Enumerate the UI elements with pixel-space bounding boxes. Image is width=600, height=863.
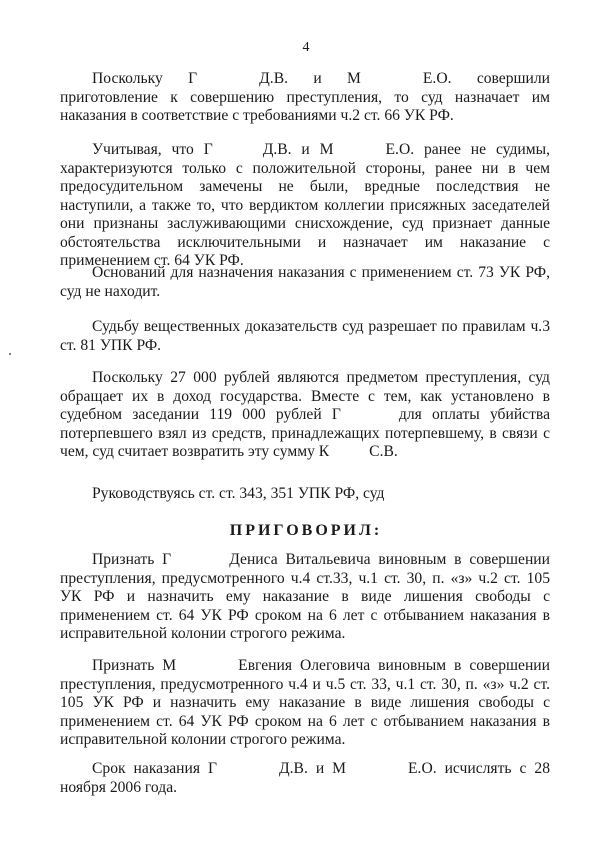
paragraph-evidence: Судьбу вещественных доказательств суд разрешает по правилам ч.3 ст. 81 УПК РФ. (60, 318, 550, 354)
paragraph-term-start: Срок наказания Г Д.В. и М Е.О. исчислять с 28 ноября 2006 года. (60, 760, 550, 796)
verdict-heading: ПРИГОВОРИЛ: (229, 522, 383, 539)
paragraph-sentence-g: Признать Г Дениса Витальевича виновным в совершении преступления, предусмотренного ч.4 ст.33, ч.1 ст. 30, п. «з» ч.2 ст. 105 УК РФ и назначить ему наказание в виде лишения свободы с применением ст. 64 УК РФ сроком на 6 лет с отбыванием наказания в исправительной колонии строгого режима. (60, 551, 551, 642)
paragraph-guided-by: Руководствуясь ст. ст. 343, 351 УПК РФ, суд (92, 485, 385, 502)
paragraph-preparation: Поскольку Г Д.В. и М Е.О. совершили приготовление к совершению преступления, то суд назначает им наказания в соответствие с требованиями ч.2 ст. 66 УК РФ. (60, 70, 551, 124)
paragraph-no-article-73: Оснований для назначения наказания с применением ст. 73 УК РФ, суд не находит. (60, 264, 550, 300)
page-number: 4 (302, 40, 310, 55)
paragraph-money: Поскольку 27 000 рублей являются предметом преступления, суд обращает их в доход государства. Вместе с тем, как установлено в судебном заседании 119 000 рублей Г для оплаты убийства потерпевшего взял из средств, принадлежащих потерпевшему, в связи с чем, суд считает возвратить эту сумму К С.В. (60, 369, 550, 460)
paragraph-sentence-m: Признать М Евгения Олеговича виновным в совершении преступления, предусмотренного ч.4 и ч.5 ст. 33, ч.1 ст. 30, п. «з» ч.2 ст. 105 УК РФ и назначить ему наказание в виде лишения свободы с применением ст. 64 УК РФ сроком на 6 лет с отбыванием наказания в исправительной колонии строгого режима. (60, 657, 550, 748)
scan-speck (9, 353, 11, 355)
paragraph-mitigation: Учитывая, что Г Д.В. и М Е.О. ранее не судимы, характеризуются только с положительной стороны, ранее ни в чем предосудительном замечены не были, вредные последствия не наступили, а также то, что вердиктом коллегии присяжных заседателей они признаны заслуживающими снисхождение, суд признает данные обстоятельства исключительными и назначает им наказание с применением ст. 64 УК РФ. (60, 141, 550, 269)
